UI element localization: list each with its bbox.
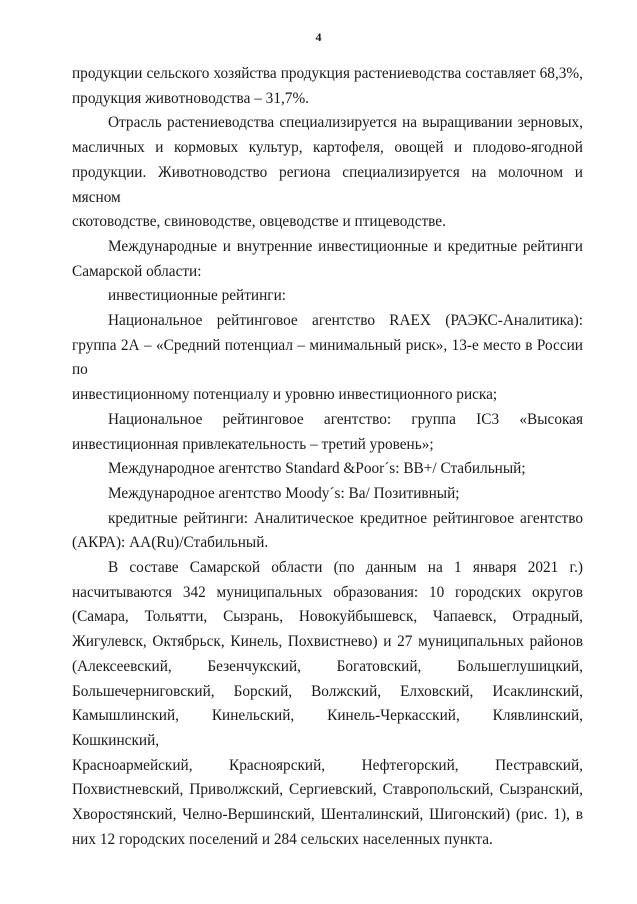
paragraph-2-line-3: продукции. Животноводство региона специализируется на молочном и мясном	[72, 163, 583, 206]
paragraph-10-line-6: Большечерниговский, Борский, Волжский, Елховский, Исаклинский,	[72, 682, 583, 700]
paragraph-10-line-11: них 12 городских поселений и 284 сельских населенных пункта.	[72, 830, 493, 848]
paragraph-10-line-9: Похвистневский, Приволжский, Сергиевский, Ставропольский, Сызранский,	[72, 781, 583, 799]
paragraph-9-line-2: (АКРА): АА(Ru)/Стабильный.	[72, 534, 269, 552]
paragraph-1-line-1: продукции сельского хозяйства продукция растениеводства составляет 68,3%,	[72, 65, 583, 82]
paragraph-7-line-1: Международное агентство Standard &Poor´s: ВВ+/ Стабильный;	[108, 460, 526, 478]
paragraph-2-line-1: Отрасль растениеводства специализируется на выращивании зерновых,	[108, 114, 583, 132]
paragraph-6-line-1: Национальное рейтинговое агентство: группа IC3 «Высокая	[108, 410, 583, 428]
paragraph-10-line-2: насчитываются 342 муниципальных образования: 10 городских округов	[72, 583, 583, 601]
document-body	[72, 62, 583, 853]
page-number: 4	[315, 30, 322, 44]
paragraph-5-line-2: группа 2А – «Средний потенциал – минимальный риск», 13-е место в России по	[72, 336, 583, 379]
paragraph-10-line-1: В составе Самарской области (по данным на 1 января 2021 г.)	[108, 559, 583, 577]
paragraph-5-line-1: Национальное рейтинговое агентство RAEX (РАЭКС-Аналитика):	[108, 312, 583, 330]
paragraph-5-line-3: инвестиционному потенциалу и уровню инвестиционного риска;	[72, 386, 498, 404]
paragraph-3-line-2: Самарской области:	[72, 262, 202, 280]
paragraph-1-line-2: продукция животноводства – 31,7%.	[72, 89, 310, 107]
paragraph-4-line-1: инвестиционные рейтинги:	[108, 287, 287, 305]
paragraph-6-line-2: инвестиционная привлекательность – третий уровень»;	[72, 435, 434, 453]
paragraph-10-line-5: (Алексеевский, Безенчукский, Богатовский, Большеглушицкий,	[72, 657, 583, 675]
paragraph-2-line-4: скотоводстве, свиноводстве, овцеводстве и птицеводстве.	[72, 213, 446, 231]
paragraph-3-line-1: Международные и внутренние инвестиционные и кредитные рейтинги	[108, 237, 583, 255]
paragraph-10-line-4: Жигулевск, Октябрьск, Кинель, Похвистнево) и 27 муниципальных районов	[72, 633, 583, 651]
paragraph-9-line-1: кредитные рейтинги: Аналитическое кредитное рейтинговое агентство	[108, 509, 583, 527]
paragraph-10-line-7: Камышлинский, Кинельский, Кинель-Черкасский, Клявлинский, Кошкинский,	[72, 707, 583, 749]
paragraph-8-line-1: Международное агентство Moody´s: Ва/ Позитивный;	[108, 484, 460, 502]
paragraph-10-line-10: Хворостянский, Челно-Вершинский, Шенталинский, Шигонский) (рис. 1), в	[72, 806, 583, 824]
paragraph-2-line-2: масличных и кормовых культур, картофеля, овощей и плодово-ягодной	[72, 139, 583, 157]
paragraph-10-line-3: (Самара, Тольятти, Сызрань, Новокуйбышевск, Чапаевск, Отрадный,	[72, 608, 583, 626]
paragraph-10-line-8: Красноармейский, Красноярский, Нефтегорский, Пестравский,	[72, 756, 583, 774]
